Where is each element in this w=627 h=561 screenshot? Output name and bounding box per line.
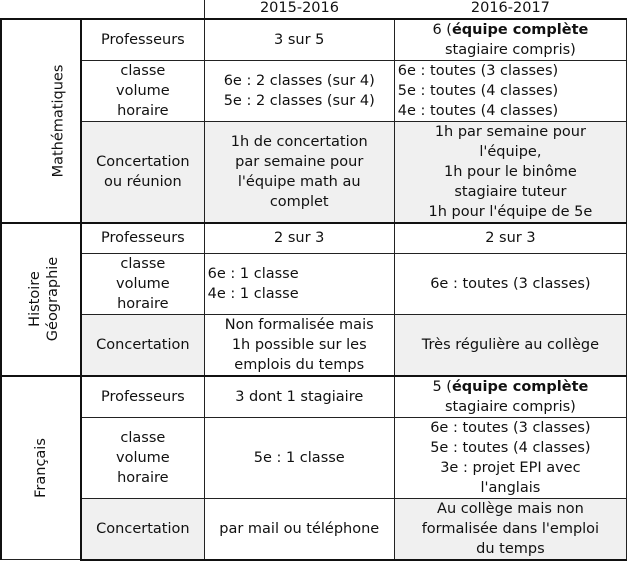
fr-2016-concertation-line-3: du temps bbox=[476, 540, 545, 557]
subject-math bbox=[1, 19, 81, 223]
fr-2016-classe-line-1: 6e : toutes (3 classes) bbox=[430, 419, 591, 436]
fr-2016-concertation-line-1: Au collège mais non bbox=[437, 500, 584, 517]
label-concertation-line-2: ou réunion bbox=[104, 174, 182, 190]
math-2016-concertation bbox=[394, 122, 626, 224]
label-fr-classe-line-2: volume bbox=[116, 449, 170, 466]
hg-2015-concertation bbox=[204, 314, 394, 376]
fr-2016-professeurs-line-2: stagiaire compris) bbox=[444, 398, 576, 415]
row-math-professeurs bbox=[1, 19, 627, 61]
label-hg-classe-line-3: horaire bbox=[117, 295, 169, 312]
header-blank-2 bbox=[81, 0, 204, 19]
label-math-professeurs: Professeurs bbox=[81, 19, 204, 61]
label-fr-professeurs: Professeurs bbox=[81, 376, 204, 418]
math-2016-professeurs-line-1: 6 (équipe complète bbox=[432, 22, 589, 38]
fr-2015-professeurs: 3 dont 1 stagiaire bbox=[204, 376, 394, 418]
subject-hg bbox=[1, 223, 81, 376]
row-hg-concertation bbox=[1, 314, 627, 376]
math-2016-classe bbox=[394, 61, 626, 122]
fr-2016-classe-line-3: 3e : projet EPI avec bbox=[440, 459, 581, 476]
fr-2016-professeurs-line-1: 5 (équipe complète bbox=[432, 378, 589, 395]
header-2016-2017: 2016-2017 bbox=[470, 0, 550, 16]
row-fr-professeurs bbox=[1, 376, 627, 418]
row-math-classe bbox=[1, 61, 627, 122]
subject-hg-line-1: Histoire bbox=[27, 270, 44, 327]
label-fr-classe-line-1: classe bbox=[120, 429, 166, 446]
math-2015-professeurs: 3 sur 5 bbox=[204, 19, 394, 61]
hg-2016-classe: 6e : toutes (3 classes) bbox=[394, 253, 626, 314]
math-2015-concertation-line-1: 1h de concertation bbox=[230, 134, 368, 150]
hg-2015-classe-line-2: 4e : 1 classe bbox=[207, 285, 299, 302]
subject-label-math: Mathématiques bbox=[50, 64, 67, 178]
math-2015-concertation bbox=[204, 122, 394, 224]
math-2016-concertation-line-1: 1h par semaine pour bbox=[434, 124, 586, 140]
math-2015-concertation-line-2: par semaine pour bbox=[235, 154, 364, 170]
label-concertation-line-1: Concertation bbox=[96, 154, 190, 170]
math-2016-classe-line-1: 6e : toutes (3 classes) bbox=[397, 63, 559, 79]
label-fr-classe bbox=[81, 417, 204, 498]
label-hg-professeurs: Professeurs bbox=[81, 223, 204, 253]
hg-2015-classe-line-1: 6e : 1 classe bbox=[207, 265, 299, 282]
subject-label-hg bbox=[26, 257, 62, 341]
math-2015-classe-line-2: 5e : 2 classes (sur 4) bbox=[223, 93, 375, 109]
hg-2015-concertation-line-2: 1h possible sur les bbox=[231, 336, 367, 353]
hg-2015-professeurs: 2 sur 3 bbox=[204, 223, 394, 253]
fr-2016-concertation bbox=[394, 498, 626, 560]
label-hg-classe-line-1: classe bbox=[120, 255, 166, 272]
fr-2016-classe-line-2: 5e : toutes (4 classes) bbox=[430, 439, 591, 456]
row-fr-classe bbox=[1, 417, 627, 498]
fr-2016-classe bbox=[394, 417, 626, 498]
hg-2016-professeurs: 2 sur 3 bbox=[394, 223, 626, 253]
header-blank bbox=[1, 0, 81, 19]
math-2016-professeurs-line-2: stagiaire compris) bbox=[444, 42, 576, 58]
math-2015-concertation-line-4: complet bbox=[269, 194, 329, 210]
label-hg-classe-line-2: volume bbox=[116, 275, 170, 292]
math-2016-concertation-line-4: stagiaire tuteur bbox=[454, 184, 567, 200]
fr-2015-concertation: par mail ou téléphone bbox=[204, 498, 394, 560]
header-row bbox=[1, 0, 627, 19]
math-2015-classe-line-1: 6e : 2 classes (sur 4) bbox=[223, 73, 375, 89]
math-2016-professeurs bbox=[394, 19, 626, 61]
math-2015-classe bbox=[204, 61, 394, 122]
fr-2016-professeurs bbox=[394, 376, 626, 418]
math-2015-concertation-line-3: l'équipe math au bbox=[237, 174, 361, 190]
fr-2016-concertation-line-2: formalisée dans l'emploi bbox=[421, 520, 600, 537]
math-2016-classe-line-3: 4e : toutes (4 classes) bbox=[397, 103, 559, 119]
subject-fr bbox=[1, 376, 81, 560]
math-2016-concertation-line-3: 1h pour le binôme bbox=[444, 164, 577, 180]
math-2016-concertation-line-2: l'équipe, bbox=[479, 144, 542, 160]
hg-2015-concertation-line-1: Non formalisée mais bbox=[224, 316, 374, 333]
header-2015-2016: 2015-2016 bbox=[259, 0, 339, 16]
row-hg-classe bbox=[1, 253, 627, 314]
label-classe-line-2: volume bbox=[116, 83, 170, 99]
fr-2015-classe: 5e : 1 classe bbox=[204, 417, 394, 498]
label-classe-line-1: classe bbox=[120, 63, 166, 79]
label-hg-concertation: Concertation bbox=[81, 314, 204, 376]
label-hg-classe bbox=[81, 253, 204, 314]
label-math-classe bbox=[81, 61, 204, 122]
hg-2016-concertation: Très régulière au collège bbox=[394, 314, 626, 376]
row-fr-concertation bbox=[1, 498, 627, 560]
math-2016-concertation-line-5: 1h pour l'équipe de 5e bbox=[428, 204, 593, 220]
hg-2015-concertation-line-3: emplois du temps bbox=[234, 356, 365, 373]
math-2016-classe-line-2: 5e : toutes (4 classes) bbox=[397, 83, 559, 99]
label-fr-classe-line-3: horaire bbox=[117, 469, 169, 486]
fr-2016-classe-line-4: l'anglais bbox=[480, 479, 541, 496]
hg-2015-classe bbox=[204, 253, 394, 314]
row-math-concertation bbox=[1, 122, 627, 224]
subject-hg-line-2: Géographie bbox=[45, 256, 62, 341]
label-classe-line-3: horaire bbox=[117, 103, 169, 119]
row-hg-professeurs bbox=[1, 223, 627, 253]
subject-label-fr: Français bbox=[33, 437, 50, 498]
label-math-concertation bbox=[81, 122, 204, 224]
label-fr-concertation: Concertation bbox=[81, 498, 204, 560]
